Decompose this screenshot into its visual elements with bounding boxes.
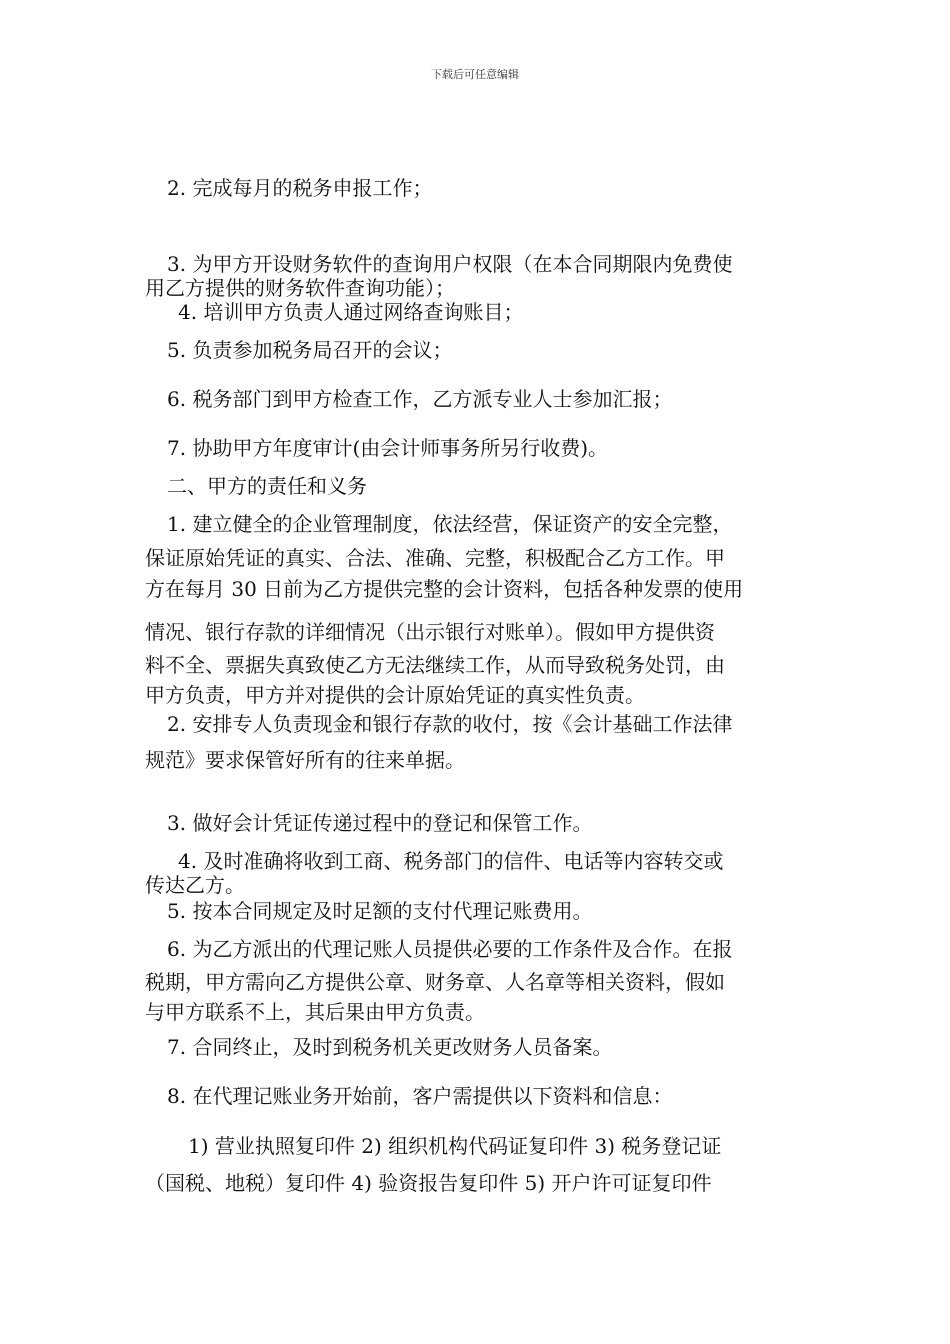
text-line: 规范》要求保管好所有的往来单据。 [145, 748, 465, 772]
text-line: 1) 营业执照复印件 2) 组织机构代码证复印件 3) 税务登记证 [188, 1134, 722, 1158]
text-line: 甲方负责，甲方并对提供的会计原始凭证的真实性负责。 [145, 683, 645, 707]
text-line: （国税、地税）复印件 4) 验资报告复印件 5) 开户许可证复印件 [145, 1171, 712, 1195]
text-line: 用乙方提供的财务软件查询功能）； [145, 276, 455, 300]
text-line: 7. 合同终止，及时到税务机关更改财务人员备案。 [167, 1035, 613, 1059]
text-line: 2. 完成每月的税务申报工作； [167, 176, 433, 200]
text-line: 6. 税务部门到甲方检查工作，乙方派专业人士参加汇报； [167, 387, 673, 411]
text-line: 料不全、票据失真致使乙方无法继续工作，从而导致税务处罚，由 [145, 653, 725, 677]
text-line: 保证原始凭证的真实、合法、准确、完整，积极配合乙方工作。甲 [145, 546, 725, 570]
text-line: 方在每月 30 日前为乙方提供完整的会计资料，包括各种发票的使用 [145, 577, 744, 601]
text-line: 1. 建立健全的企业管理制度，依法经营，保证资产的安全完整， [167, 512, 733, 536]
text-line: 4. 及时准确将收到工商、税务部门的信件、电话等内容转交或 [178, 849, 724, 873]
text-line: 5. 负责参加税务局召开的会议； [167, 338, 453, 362]
text-line: 3. 做好会计凭证传递过程中的登记和保管工作。 [167, 811, 593, 835]
text-line: 2. 安排专人负责现金和银行存款的收付，按《会计基础工作法律 [167, 712, 733, 736]
text-line: 情况、银行存款的详细情况（出示银行对账单）。假如甲方提供资 [145, 620, 715, 644]
section-heading: 二、甲方的责任和义务 [167, 474, 367, 498]
text-line: 税期，甲方需向乙方提供公章、财务章、人名章等相关资料，假如 [145, 970, 725, 994]
text-line: 6. 为乙方派出的代理记账人员提供必要的工作条件及合作。在报 [167, 937, 733, 961]
text-line: 8. 在代理记账业务开始前，客户需提供以下资料和信息： [167, 1084, 673, 1108]
text-line: 3. 为甲方开设财务软件的查询用户权限（在本合同期限内免费使 [167, 252, 733, 276]
text-line: 5. 按本合同规定及时足额的支付代理记账费用。 [167, 899, 593, 923]
page-header: 下载后可任意编辑 [431, 68, 519, 81]
text-line: 与甲方联系不上，其后果由甲方负责。 [145, 1000, 485, 1024]
text-line: 7. 协助甲方年度审计(由会计师事务所另行收费)。 [167, 436, 609, 460]
text-line: 传达乙方。 [145, 873, 245, 897]
text-line: 4. 培训甲方负责人通过网络查询账目； [178, 300, 524, 324]
